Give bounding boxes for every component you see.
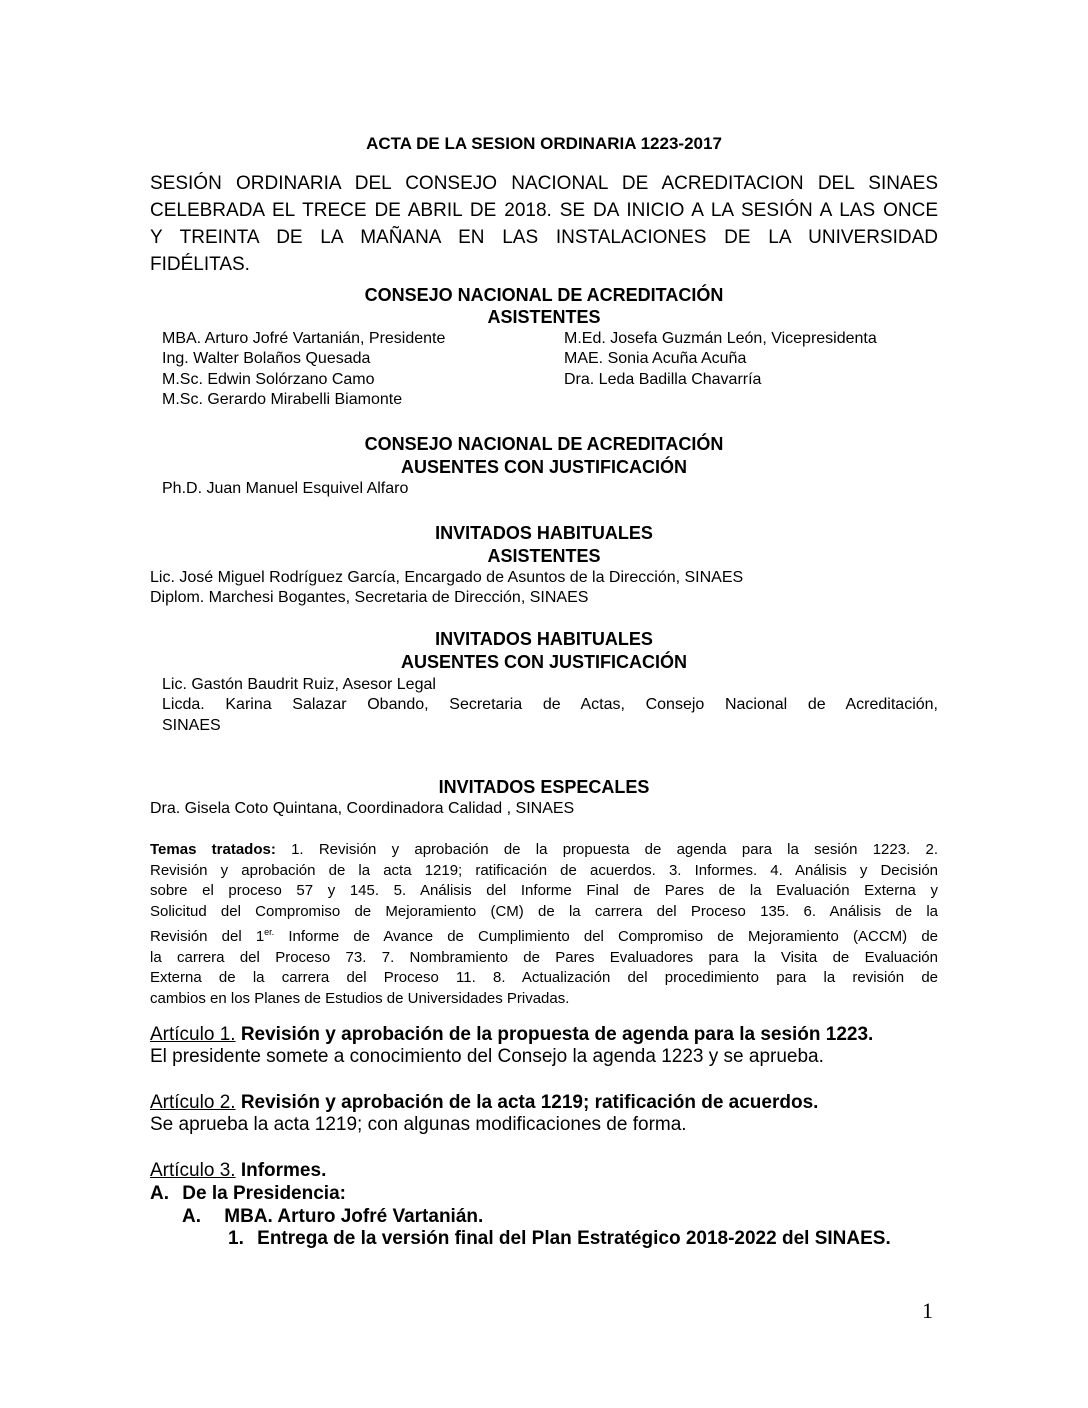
article-2-heading: [150, 1092, 818, 1114]
article-title: Revisión y aprobación de la propuesta de agenda para la sesión 1223.: [240, 1024, 874, 1045]
guest-name: Lic. José Miguel Rodríguez García, Encargado de Asuntos de la Dirección, SINAES: [150, 569, 744, 586]
section-subheading: ASISTENTES: [487, 546, 601, 566]
section-subheading: AUSENTES CON JUSTIFICACIÓN: [400, 652, 688, 672]
absent-guest-line: Licda. Karina Salazar Obando, Secretaria de Actas, Consejo Nacional de Acreditación,: [162, 696, 938, 713]
article-title: Informes.: [240, 1160, 327, 1181]
intro-line: Y TREINTA DE LA MAÑANA EN LAS INSTALACIONES DE LA UNIVERSIDAD: [150, 227, 938, 248]
attendee-name: Dra. Leda Badilla Chavarría: [564, 371, 762, 388]
outline-text: De la Presidencia:: [182, 1183, 346, 1204]
topics-line: [150, 840, 938, 861]
article-3-heading: [150, 1160, 326, 1182]
attendee-name: Ing. Walter Bolaños Quesada: [162, 350, 371, 367]
article-title: Revisión y aprobación de la acta 1219; ratificación de acuerdos.: [240, 1092, 819, 1113]
absent-name: Ph.D. Juan Manuel Esquivel Alfaro: [162, 480, 409, 497]
document-title: ACTA DE LA SESION ORDINARIA 1223-2017: [366, 134, 722, 153]
attendee-name: MAE. Sonia Acuña Acuña: [564, 350, 747, 367]
section-heading: CONSEJO NACIONAL DE ACREDITACIÓN: [364, 285, 724, 305]
intro-line: FIDÉLITAS.: [150, 254, 250, 275]
special-guest-name: Dra. Gisela Coto Quintana, Coordinadora Calidad , SINAES: [150, 800, 575, 817]
article-2-body: Se aprueba la acta 1219; con algunas modificaciones de forma.: [150, 1114, 687, 1135]
topics-line: Externa de la carrera del Proceso 11. 8. Actualización del procedimiento para la revisión de: [150, 969, 938, 986]
outline-level-3: [228, 1228, 891, 1250]
absent-guest-name: Lic. Gastón Baudrit Ruiz, Asesor Legal: [162, 676, 436, 693]
outline-text: MBA. Arturo Jofré Vartanián.: [224, 1206, 484, 1227]
article-label: Artículo 2.: [150, 1092, 236, 1113]
attendee-name: M.Sc. Gerardo Mirabelli Biamonte: [162, 391, 403, 408]
topics-text: 1. Revisión y aprobación de la propuesta de agenda para la sesión 1223. 2.: [275, 841, 938, 858]
absent-guest-name: SINAES: [162, 717, 221, 734]
topics-text: Revisión del 1: [150, 928, 265, 945]
outline-text: Entrega de la versión final del Plan Estratégico 2018-2022 del SINAES.: [257, 1228, 891, 1249]
intro-paragraph: [150, 170, 938, 278]
section-heading: CONSEJO NACIONAL DE ACREDITACIÓN: [364, 434, 724, 454]
section-subheading: ASISTENTES: [487, 307, 601, 327]
ordinal-suffix: er.: [264, 927, 275, 937]
topics-line: Solicitud del Compromiso de Mejoramiento (CM) de la carrera del Proceso 135. 6. Análisis de la: [150, 902, 938, 920]
topics-line: [150, 922, 938, 948]
guest-name: Diplom. Marchesi Bogantes, Secretaria de Dirección, SINAES: [150, 589, 589, 606]
section-heading: INVITADOS HABITUALES: [435, 523, 653, 543]
attendee-name: M.Ed. Josefa Guzmán León, Vicepresidenta: [564, 330, 877, 347]
article-1-heading: [150, 1024, 873, 1046]
absent-guest-name: [162, 696, 938, 714]
article-label: Artículo 1.: [150, 1024, 236, 1045]
intro-line: CELEBRADA EL TRECE DE ABRIL DE 2018. SE DA INICIO A LA SESIÓN A LAS ONCE: [150, 200, 938, 221]
topics-line: sobre el proceso 57 y 145. 5. Análisis del Informe Final de Pares de la Evaluación Externa y: [150, 882, 938, 899]
topics-line: la carrera del Proceso 73. 7. Nombramiento de Pares Evaluadores para la Visita de Evaluación: [150, 948, 938, 966]
section-heading: INVITADOS ESPECALES: [438, 777, 650, 797]
outline-marker: 1.: [228, 1228, 244, 1249]
page-number: 1: [922, 1298, 933, 1323]
article-1-body: El presidente somete a conocimiento del Consejo la agenda 1223 y se aprueba.: [150, 1046, 824, 1067]
topics-line: cambios en los Planes de Estudios de Universidades Privadas.: [150, 989, 570, 1007]
outline-level-1: [150, 1183, 346, 1205]
outline-marker: A.: [182, 1206, 201, 1227]
attendee-name: MBA. Arturo Jofré Vartanián, Presidente: [162, 330, 446, 347]
topics-label: Temas tratados:: [150, 841, 276, 858]
topics-paragraph: [150, 840, 938, 1009]
topics-line: Revisión y aprobación de la acta 1219; ratificación de acuerdos. 3. Informes. 4. Análisis y Decisión: [150, 861, 938, 879]
section-subheading: AUSENTES CON JUSTIFICACIÓN: [400, 457, 688, 477]
section-heading: INVITADOS HABITUALES: [435, 629, 653, 649]
attendee-name: M.Sc. Edwin Solórzano Camo: [162, 371, 375, 388]
outline-marker: A.: [150, 1183, 169, 1204]
intro-line: SESIÓN ORDINARIA DEL CONSEJO NACIONAL DE ACREDITACION DEL SINAES: [150, 173, 938, 194]
outline-level-2: [182, 1206, 483, 1228]
topics-text: Informe de Avance de Cumplimiento del Compromiso de Mejoramiento (ACCM) de: [288, 928, 939, 945]
article-label: Artículo 3.: [150, 1160, 236, 1181]
